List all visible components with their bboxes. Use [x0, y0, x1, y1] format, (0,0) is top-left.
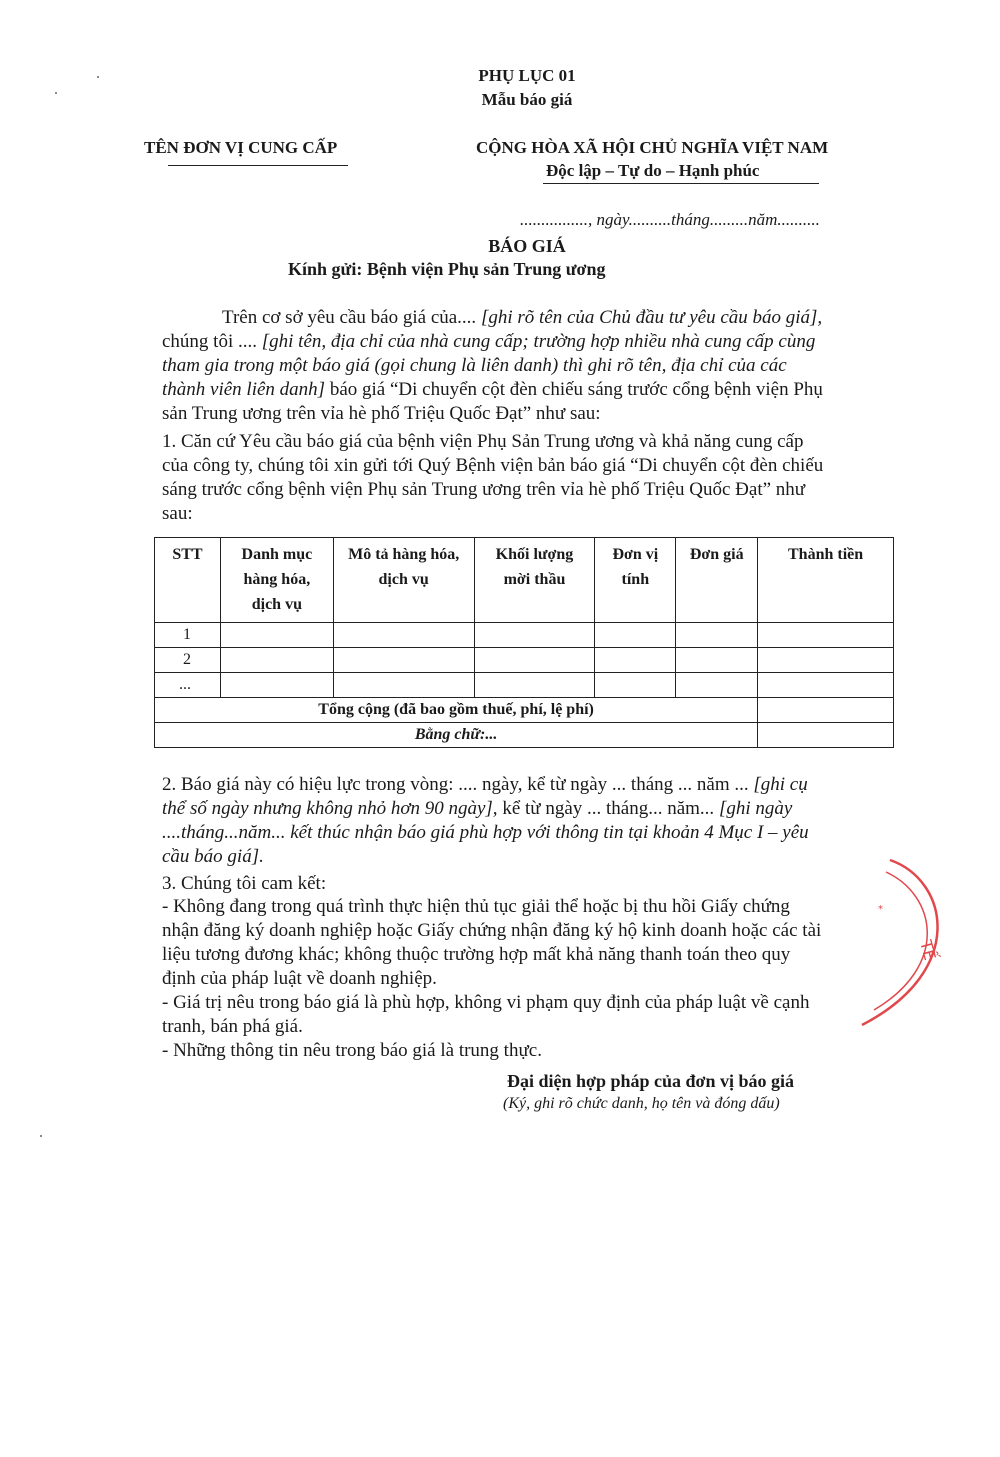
table-cell [220, 648, 333, 673]
document-title: BÁO GIÁ [488, 236, 566, 256]
intro-placeholder: [ghi rõ tên của Chủ đầu tư yêu cầu báo giá], [480, 307, 823, 328]
stamp-mark: * [878, 904, 883, 915]
table-cell [333, 623, 474, 648]
total-amount-cell [758, 698, 894, 723]
table-header-row [155, 538, 894, 623]
table-cell [676, 673, 758, 698]
commitment-2-line-1: - Giá trị nêu trong báo giá là phù hợp, không vi phạm quy định của pháp luật về cạnh [162, 992, 810, 1013]
intro-line-4 [162, 378, 823, 402]
table-cell [676, 648, 758, 673]
header-description [333, 538, 474, 623]
header-stt [155, 538, 221, 623]
header-amount [758, 538, 894, 623]
header-item-category [220, 538, 333, 623]
stamp-text: TẾ [916, 938, 940, 963]
motto-underline [543, 183, 819, 184]
header-quantity [474, 538, 595, 623]
section2-line-4: cầu báo giá]. [162, 846, 264, 867]
table-cell [758, 673, 894, 698]
header-text: tính [621, 571, 650, 588]
header-text: Danh mục [241, 546, 313, 563]
section1-line-3: sáng trước cổng bệnh viện Phụ sản Trung ương trên vỉa hè phố Triệu Quốc Đạt” như [162, 479, 806, 500]
table-cell [220, 673, 333, 698]
section1-line-4: sau: [162, 503, 193, 524]
table-cell [474, 673, 595, 698]
amount-in-words-cell [758, 723, 894, 748]
total-label: Tổng cộng (đã bao gồm thuế, phí, lệ phí) [155, 698, 758, 723]
intro-text: chúng tôi .... [162, 331, 257, 352]
stamp-inner-ring [874, 872, 927, 1010]
table-cell [595, 648, 676, 673]
table-row [155, 648, 894, 673]
table-row [155, 673, 894, 698]
section2-line-3: ....tháng...năm... kết thúc nhận báo giá phù hợp với thông tin tại khoản 4 Mục I – yêu [162, 822, 809, 843]
commitment-1-line-1: - Không đang trong quá trình thực hiện thủ tục giải thể hoặc bị thu hồi Giấy chứng [162, 896, 790, 917]
table-cell [595, 673, 676, 698]
intro-line-3: tham gia trong một báo giá (gọi chung là liên danh) thì ghi rõ tên, địa chỉ của các [162, 355, 787, 376]
section3-title: 3. Chúng tôi cam kết: [162, 873, 327, 894]
appendix-title: PHỤ LỤC 01 [478, 66, 576, 85]
header-text: mời thầu [503, 571, 566, 588]
header-text: Khối lượng [495, 546, 574, 563]
intro-line-1 [222, 306, 822, 330]
country-name: CỘNG HÒA XÃ HỘI CHỦ NGHĨA VIỆT NAM [476, 138, 829, 157]
section2-line-2 [162, 797, 792, 821]
row-stt: 2 [155, 648, 221, 673]
form-name: Mẫu báo giá [481, 90, 573, 109]
header-text: STT [172, 546, 203, 563]
header-text: Đơn giá [689, 546, 744, 563]
quotation-table [154, 537, 894, 748]
table-row [155, 623, 894, 648]
table-cell [676, 623, 758, 648]
header-text: Mô tả hàng hóa, [348, 546, 460, 563]
intro-text: Trên cơ sở yêu cầu báo giá của.... [222, 307, 477, 328]
section2-line-1 [162, 773, 808, 797]
signature-title: Đại diện hợp pháp của đơn vị báo giá [507, 1071, 795, 1091]
supplier-underline [168, 165, 348, 166]
table-cell [758, 648, 894, 673]
table-cell [333, 648, 474, 673]
intro-line-2 [162, 330, 815, 354]
intro-placeholder: thành viên liên danh] [162, 379, 326, 400]
scan-speck [97, 76, 99, 78]
section2-placeholder: [ghi cụ [753, 774, 808, 795]
header-unit [595, 538, 676, 623]
header-unit-price [676, 538, 758, 623]
header-text: dịch vụ [378, 571, 429, 588]
table-cell [595, 623, 676, 648]
scan-speck [40, 1135, 42, 1137]
row-stt: 1 [155, 623, 221, 648]
header-text: hàng hóa, [243, 571, 311, 588]
table-words-row [155, 723, 894, 748]
intro-text: báo giá “Di chuyển cột đèn chiếu sáng trước cổng bệnh viện Phụ [329, 379, 823, 400]
intro-line-5: sản Trung ương trên vỉa hè phố Triệu Quốc Đạt” như sau: [162, 403, 601, 424]
section2-text: kể từ ngày ... tháng... năm... [502, 798, 715, 819]
commitment-2-line-2: tranh, bán phá giá. [162, 1016, 303, 1037]
national-motto: Độc lập – Tự do – Hạnh phúc [546, 161, 760, 180]
table-cell [220, 623, 333, 648]
commitment-1-line-4: định của pháp luật về doanh nghiệp. [162, 968, 437, 989]
section1-line-1: 1. Căn cứ Yêu cầu báo giá của bệnh viện Phụ Sản Trung ương và khả năng cung cấp [162, 431, 804, 452]
table-cell [758, 623, 894, 648]
header-text: Thành tiền [788, 546, 864, 563]
amount-in-words-label: Bằng chữ:... [155, 723, 758, 748]
red-stamp-fragment [858, 850, 1000, 1030]
scan-speck [55, 92, 57, 94]
header-text: dịch vụ [251, 596, 302, 613]
signature-note: (Ký, ghi rõ chức danh, họ tên và đóng dấu) [503, 1095, 780, 1112]
row-stt: ... [155, 673, 221, 698]
commitment-3: - Những thông tin nêu trong báo giá là trung thực. [162, 1040, 542, 1061]
supplier-label: TÊN ĐƠN VỊ CUNG CẤP [144, 138, 338, 157]
section1-line-2: của công ty, chúng tôi xin gửi tới Quý Bệnh viện bản báo giá “Di chuyển cột đèn chiếu [162, 455, 824, 476]
table-cell [474, 623, 595, 648]
section2-placeholder: [ghi ngày [718, 798, 793, 819]
section2-placeholder: thể số ngày nhưng không nhỏ hơn 90 ngày], [162, 798, 498, 819]
table-total-row [155, 698, 894, 723]
date-line: ................, ngày..........tháng.........năm.......... [520, 210, 820, 229]
commitment-1-line-3: liệu tương đương khác; không thuộc trường hợp mất khả năng thanh toán theo quy [162, 944, 791, 965]
section2-text: 2. Báo giá này có hiệu lực trong vòng: .... ngày, kể từ ngày ... tháng ... năm ... [162, 774, 749, 795]
header-text: Đơn vị [612, 546, 659, 563]
table-cell [474, 648, 595, 673]
intro-placeholder: [ghi tên, địa chỉ của nhà cung cấp; trường hợp nhiều nhà cung cấp cùng [261, 331, 816, 352]
table-cell [333, 673, 474, 698]
commitment-1-line-2: nhận đăng ký doanh nghiệp hoặc Giấy chứng nhận đăng ký hộ kinh doanh hoặc các tài [162, 920, 822, 941]
recipient-line: Kính gửi: Bệnh viện Phụ sản Trung ương [288, 259, 606, 279]
